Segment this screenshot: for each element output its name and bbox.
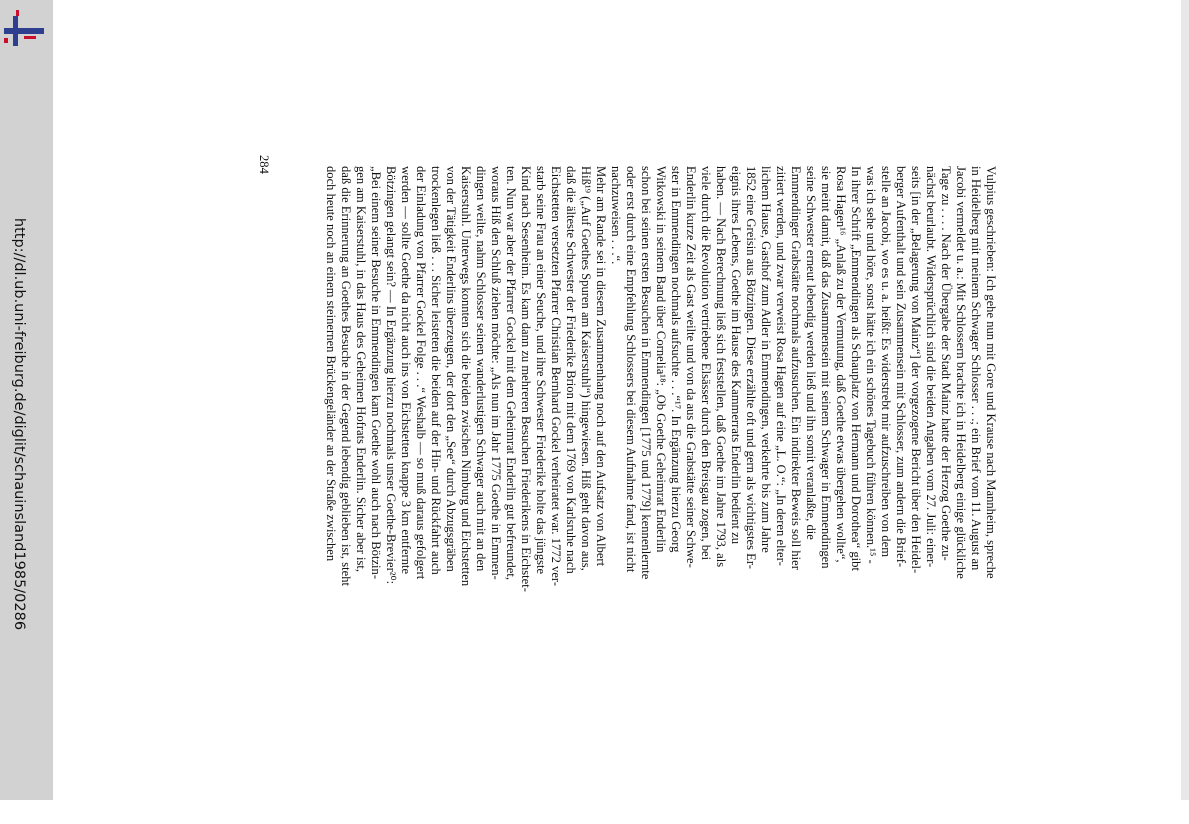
- page-number: 284: [257, 155, 271, 174]
- text-line: woraus Hiß den Schluß ziehen möchte: „Als nun im Jahr 1775 Goethe in Emmen-: [489, 166, 503, 580]
- text-line: Hiß¹⁹ („Auf Goethes Spuren am Kaiserstuhl“) hingewiesen. Hiß geht davon aus,: [579, 166, 593, 571]
- page-body-text: [248, 166, 998, 634]
- text-line: nächst beurlaubt. Widersprüchlich sind die beiden Angaben vom 27. Juli: einer-: [924, 166, 938, 568]
- text-line: schon bei seinen ersten Besuchen in Emmendingen [1775 und 1779] kennenlernte: [639, 166, 653, 580]
- text-line: werden — sollte Goethe da nicht auch ins von Eichstetten knappe 3 km entfernte: [399, 166, 413, 575]
- text-line: seits [in der „Belagerung von Mainz“] der vorgezogene Bericht über den Heidel-: [909, 166, 923, 574]
- text-line: haben. — Nach Berechnung ließ sich feststellen, daß Goethe im Jahre 1793, als: [714, 166, 728, 568]
- text-line: lichem Hause, Gasthof zum Adler in Emmendingen, verkehrte bis zum Jahre: [759, 166, 773, 553]
- scrollbar-track[interactable]: [1181, 0, 1189, 800]
- text-line: doch heute noch an einem steinernen Brückengeländer an der Straße zwischen: [324, 166, 338, 562]
- text-line: oder erst durch eine Empfehlung Schlossers bei diesem Aufnahme fand, ist nicht: [624, 166, 638, 573]
- text-line: Enderlin kurze Zeit als Gast weilte und von da aus die Grabstätte seiner Schwe-: [684, 166, 698, 568]
- text-line: Kaiserstuhl. Unterwegs konnten sich die beiden zwischen Nimburg und Eichstetten: [459, 166, 473, 587]
- text-line: Eichstetten versetzten Pfarrer Christian Bernhard Gockel verheiratet war. 1772 ver-: [549, 166, 563, 587]
- text-line: seine Schwester erneut lebendig werden ließ und ihn somit veranlaßte, die: [804, 166, 818, 540]
- text-line: dingen weilte, nahm Schlosser seinen wanderlustigen Schwager auch mit an den: [474, 166, 488, 572]
- text-line: was ich sehe und höre, sonst hätte ich ein schönes Tagebuch führen können.¹⁵ -: [864, 166, 878, 564]
- text-line: Bötzingen gelangt sein? — In Ergänzung hierzu nochmals unser Goethe-Brevier²⁰:: [384, 166, 398, 585]
- text-line: sie meint damit, daß das Zusammensein mit seinem Schwager in Emmendingen: [819, 166, 833, 569]
- text-line: Kind nach Sesenheim. Es kam dann zu mehreren Besuchen Friederikens in Eichstet-: [519, 166, 533, 592]
- copyright-notice: [0, 24, 4, 824]
- text-line: ten. Nun war aber der Pfarrer Gockel mit dem Geheimrat Enderlin gut befreundet,: [504, 166, 518, 581]
- text-line: daß die älteste Schwester der Friederike Brion mit dem 1769 von Karlsruhe nach: [564, 166, 578, 574]
- text-line: berger Aufenthalt und sein Zusammensein mit Schlosser, zum andern die Brief-: [894, 166, 908, 568]
- text-line: „Bei einem seiner Besuche in Emmendingen kam Goethe wohl auch nach Bötzin-: [369, 166, 383, 580]
- text-line: trockenlegen ließ . . . Sicher leisteten die beiden auf der Hin- und Rückfahrt auch: [429, 166, 443, 575]
- text-line: Rosa Hagen¹⁶ „Anlaß zu der Vermutung, daß Goethe etwas übergehen wollte“,: [834, 166, 848, 563]
- permalink-url[interactable]: http://dl.ub.uni-freiburg.de/diglit/schauinsland1985/0286: [11, 217, 27, 631]
- text-line: gen am Kaiserstuhl, in das Haus des Geheimen Hofrats Enderlin. Sicher aber ist,: [354, 166, 368, 573]
- text-line: starb seine Frau an einer Seuche, und ihre Schwester Friederike holte das jüngste: [534, 166, 548, 575]
- scanned-page: [248, 166, 998, 634]
- text-line: Vulpius geschrieben: Ich gehe nun mit Gore und Krause nach Mannheim, spreche: [984, 166, 998, 579]
- text-line: Emmendinger Grabstätte nochmals aufzusuchen. Ein indirekter Beweis soll hier: [789, 166, 803, 570]
- text-line: der Einladung von Pfarrer Gockel Folge . . .“ Weshalb — so muß daraus gefolgert: [414, 166, 428, 580]
- text-line: von der Tätigkeit Enderlins überzeugen, der dort den „See“ durch Abzugsgräben: [444, 166, 458, 572]
- text-line: Jacobi vermeldet u. a.: Mit Schlossern brachte ich in Heidelberg einige glückliche: [954, 166, 968, 579]
- text-line: eignis ihres Lebens, Goethe im Hause des Kammerrats Enderlin bedient zu: [729, 166, 743, 545]
- text-line: In ihrer Schrift „Emmendingen als Schauplatz von Hermann und Dorothea“ gibt: [849, 166, 863, 571]
- text-line: Witkowski in seinem Band über Cornelia¹⁸: „Ob Goethe Geheimrat Enderlin: [654, 166, 668, 553]
- text-line: in Heidelberg mit meinem Schwager Schlosser . . .; ein Brief vom 11. August an: [969, 166, 983, 571]
- text-line: Tage zu . . . . Nach der Übergabe der Stadt Mainz hatte der Herzog Goethe zu-: [939, 166, 953, 561]
- sidebar: [0, 0, 53, 800]
- text-line: daß die Erinnerung an Goethes Besuche in der Gegend lebendig geblieben ist, steht: [339, 166, 353, 587]
- text-line: ster in Emmendingen nochmals aufsuchte . . .“¹⁷. In Ergänzung hierzu Georg: [669, 166, 683, 553]
- text-line: zitiert werden, und zwar verweist Rosa Hagen auf eine „L. O.“: „In deren elter-: [774, 166, 788, 566]
- text-line: 1852 eine Greisin aus Bötzingen. Diese erzählte oft und gern als wichtigstes Er-: [744, 166, 758, 569]
- text-line: stelle an Jacobi, wo es u. a. heißt: Es widerstrebt mir aufzuschreiben von dem: [879, 166, 893, 557]
- text-line: viele durch die Revolution vertriebene Elsässer durch den Breisgau zogen, bei: [699, 166, 713, 561]
- text-line: Mehr am Rande sei in diesem Zusammenhang noch auf den Aufsatz von Albert: [594, 166, 608, 567]
- text-line: nachzuweisen . . .“.: [609, 166, 623, 265]
